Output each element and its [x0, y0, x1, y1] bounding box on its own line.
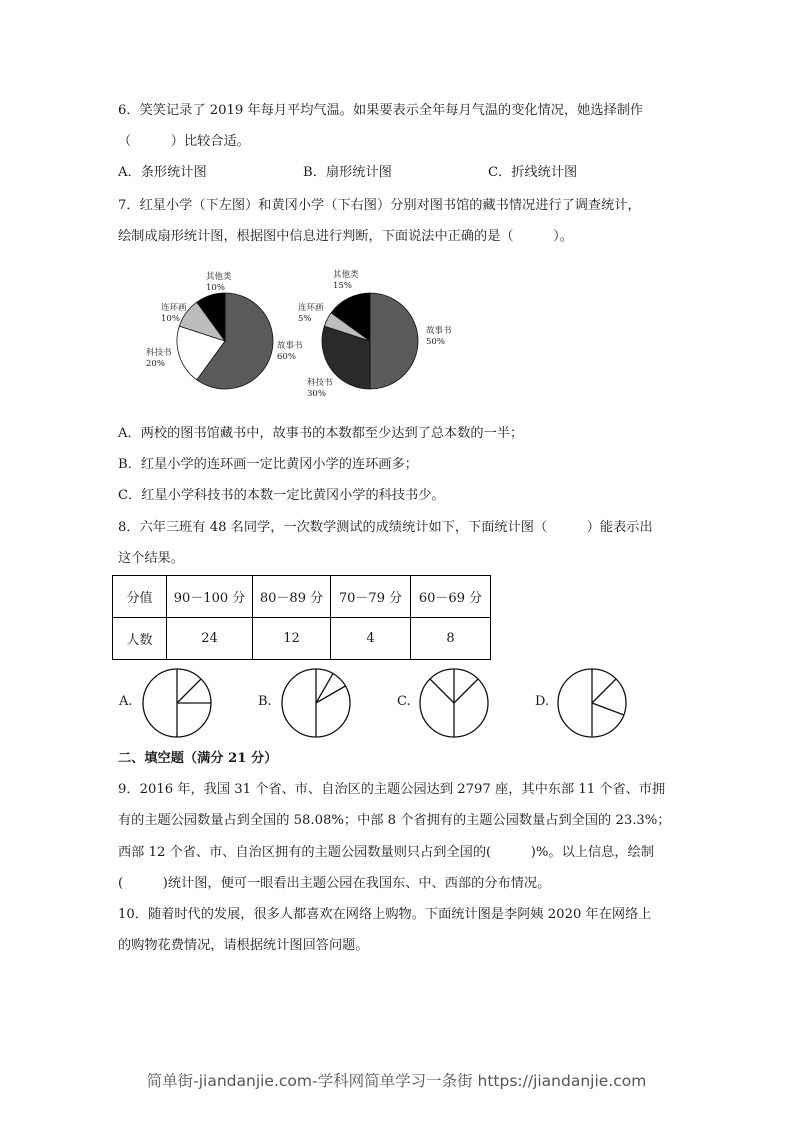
table-cell: 12 — [253, 618, 331, 660]
table-header-cell: 70－79 分 — [331, 576, 411, 618]
q8-option-d-pie — [557, 668, 629, 740]
q8-line2: 这个结果。 — [118, 551, 184, 566]
section-2-title: 二、填空题（满分 21 分） — [118, 751, 278, 766]
pie-value-label: 15% — [333, 281, 352, 291]
q7-option-a: A．两校的图书馆藏书中，故事书的本数都至少达到了总本数的一半； — [118, 426, 524, 441]
huanggang-school-pie-chart — [298, 262, 473, 397]
table-cell: 4 — [331, 618, 411, 660]
q7-option-c: C．红星小学科技书的本数一定比黄冈小学的科技书少。 — [118, 488, 445, 503]
q10-line2: 的购物花费情况，请根据统计图回答问题。 — [118, 938, 369, 953]
table-cell: 24 — [167, 618, 253, 660]
table-row — [113, 576, 491, 618]
q8-option-c-pie — [419, 668, 491, 740]
q9-line4: ( )统计图，便可一眼看出主题公园在我国东、中、西部的分布情况。 — [118, 876, 551, 891]
pie-value-label: 50% — [426, 337, 445, 347]
q6-line2: （ ）比较合适。 — [118, 134, 250, 149]
hongxing-school-pie-chart — [140, 262, 303, 397]
q9-line2: 有的主题公园数量占到全国的 58.08%；中部 8 个省拥有的主题公园数量占到全国的 23.3%； — [118, 813, 671, 828]
q6-option-c: C．折线统计图 — [488, 165, 578, 180]
pie-category-label: 其他类 — [333, 270, 359, 280]
q7-option-b: B．红星小学的连环画一定比黄冈小学的连环画多； — [118, 457, 418, 472]
table-header-cell: 80－89 分 — [253, 576, 331, 618]
q8-option-c-label: C. — [397, 694, 411, 709]
q10-line1: 10．随着时代的发展，很多人都喜欢在网络上购物。下面统计图是李阿姨 2020 年在网络上 — [118, 907, 652, 922]
q6-line1: 6．笑笑记录了 2019 年每月平均气温。如果要表示全年每月气温的变化情况，她选择制作 — [118, 103, 644, 118]
score-table — [112, 575, 491, 660]
pie-slice-故事书 — [370, 293, 418, 389]
table-header-cell: 60－69 分 — [411, 576, 491, 618]
pie-value-label: 10% — [206, 283, 225, 293]
pie-category-label: 其他类 — [206, 272, 232, 282]
table-header-cell: 90－100 分 — [167, 576, 253, 618]
q9-line3: 西部 12 个省、市、自治区拥有的主题公园数量则只占到全国的( )%。以上信息，绘制 — [118, 845, 654, 860]
q8-option-a-label: A. — [119, 694, 133, 709]
q6-option-b: B．扇形统计图 — [303, 165, 392, 180]
table-cell: 8 — [411, 618, 491, 660]
pie-value-label: 5% — [298, 314, 312, 324]
q7-line1: 7．红星小学（下左图）和黄冈小学（下右图）分别对图书馆的藏书情况进行了调查统计， — [118, 198, 641, 213]
footer-watermark: 简单街-jiandanjie.com-学科网简单学习一条街 https://jiandanjie.com — [146, 1072, 647, 1090]
q9-line1: 9．2016 年，我国 31 个省、市、自治区的主题公园达到 2797 座，其中东部 11 个省、市拥 — [118, 782, 666, 797]
q8-option-b-label: B. — [258, 694, 272, 709]
q8-option-d-label: D. — [535, 694, 550, 709]
pie-category-label: 科技书 — [307, 378, 333, 388]
pie-category-label: 连环画 — [161, 303, 187, 313]
q8-option-a-pie — [142, 668, 214, 740]
pie-value-label: 20% — [146, 359, 165, 369]
pie-category-label: 科技书 — [146, 348, 172, 358]
q8-line1: 8．六年三班有 48 名同学，一次数学测试的成绩统计如下，下面统计图（ ）能表示出 — [118, 520, 653, 535]
q7-line2: 绘制成扇形统计图，根据图中信息进行判断，下面说法中正确的是（ ）。 — [118, 229, 573, 244]
pie-value-label: 10% — [161, 314, 180, 324]
pie-value-label: 30% — [307, 389, 326, 399]
pie-value-label: 60% — [277, 352, 296, 362]
q8-option-b-pie — [281, 668, 353, 740]
pie-category-label: 故事书 — [426, 326, 452, 336]
pie-category-label: 故事书 — [277, 341, 303, 351]
table-cell: 人数 — [113, 618, 167, 660]
table-header-cell: 分值 — [113, 576, 167, 618]
pie-category-label: 连环画 — [298, 303, 324, 313]
table-row — [113, 618, 491, 660]
q6-option-a: A．条形统计图 — [118, 165, 207, 180]
